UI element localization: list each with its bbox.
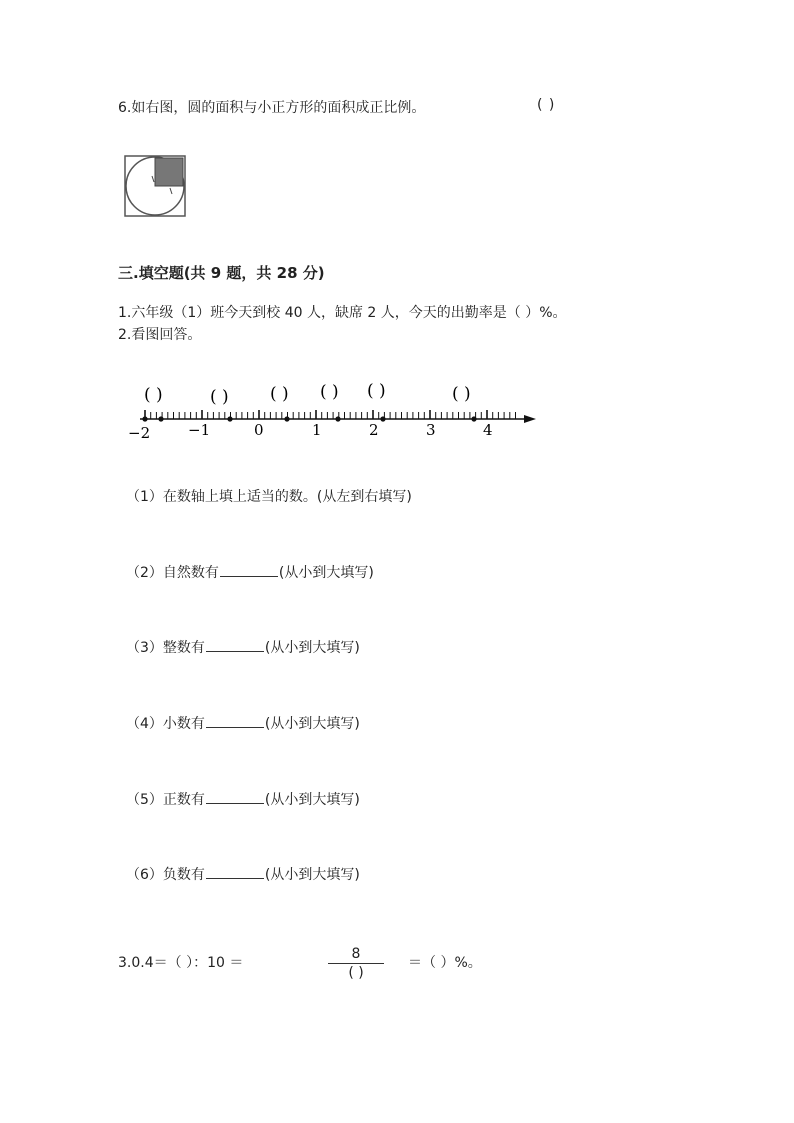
subquestion-suffix: (从小到大填写) (278, 565, 374, 581)
subquestion-label: （4）小数有 (126, 716, 205, 732)
number-line-point (471, 416, 476, 421)
subquestion-5 (126, 789, 360, 809)
fraction-numerator: 8 (351, 946, 361, 962)
subquestion-suffix: (从小到大填写) (264, 867, 360, 883)
answer-blank[interactable] (220, 564, 278, 577)
number-line-point (335, 416, 340, 421)
tick-label: −2 (128, 424, 151, 442)
number-line-paren: ( ) (452, 384, 471, 404)
subquestion-3 (126, 637, 360, 657)
number-line-paren: ( ) (270, 384, 289, 404)
question-3-prefix: 3.0.4＝（ ）：10 ＝ (118, 955, 244, 971)
question-6-answer-paren: ( ) (537, 97, 556, 113)
subquestion-label: （5）正数有 (126, 792, 205, 808)
subquestion-suffix: (从小到大填写) (264, 716, 360, 732)
answer-blank[interactable] (206, 791, 264, 804)
number-line-paren: ( ) (210, 387, 229, 407)
subquestion-suffix: (从小到大填写) (264, 792, 360, 808)
answer-blank[interactable] (206, 639, 264, 652)
section-title: 三.填空题(共 9 题，共 28 分) (118, 264, 325, 282)
answer-blank[interactable] (206, 715, 264, 728)
tick-label: 4 (483, 421, 493, 439)
number-line-paren: ( ) (367, 381, 386, 401)
number-line-paren: ( ) (320, 382, 339, 402)
question-2-text: 2.看图回答。 (118, 327, 202, 343)
number-line-point (142, 416, 147, 421)
number-line-point (227, 416, 232, 421)
tick-label: −1 (188, 421, 211, 439)
number-line (118, 370, 548, 445)
subquestion-2 (126, 562, 374, 582)
fraction-bar (328, 963, 384, 964)
tick-label: 2 (369, 421, 379, 439)
fraction-denominator: ( ) (348, 965, 364, 981)
subquestion-suffix: (从小到大填写) (264, 640, 360, 656)
circle-square-figure (122, 152, 188, 220)
number-line-point (284, 416, 289, 421)
number-line-point (380, 416, 385, 421)
subquestion-label: （3）整数有 (126, 640, 205, 656)
number-line-paren: ( ) (144, 385, 163, 405)
subquestion-4 (126, 713, 360, 733)
tick-label: 0 (254, 421, 264, 439)
question-6-text: 6.如右图，圆的面积与小正方形的面积成正比例。 (118, 100, 426, 116)
number-line-point (158, 416, 163, 421)
question-3-suffix: ＝（ ）%。 (408, 955, 482, 971)
tick-label: 3 (426, 421, 436, 439)
fraction (328, 946, 384, 981)
subquestion-6 (126, 864, 360, 884)
number-line-ticks (145, 410, 516, 419)
subquestion-label: （2）自然数有 (126, 565, 219, 581)
subquestion-label: （6）负数有 (126, 867, 205, 883)
tick-label: 1 (312, 421, 322, 439)
question-1-text: 1.六年级（1）班今天到校 40 人，缺席 2 人，今天的出勤率是（ ）%。 (118, 305, 567, 321)
subquestion-1 (126, 486, 412, 506)
answer-blank[interactable] (206, 866, 264, 879)
subquestion-label: （1）在数轴上填上适当的数。(从左到右填写) (126, 489, 412, 505)
